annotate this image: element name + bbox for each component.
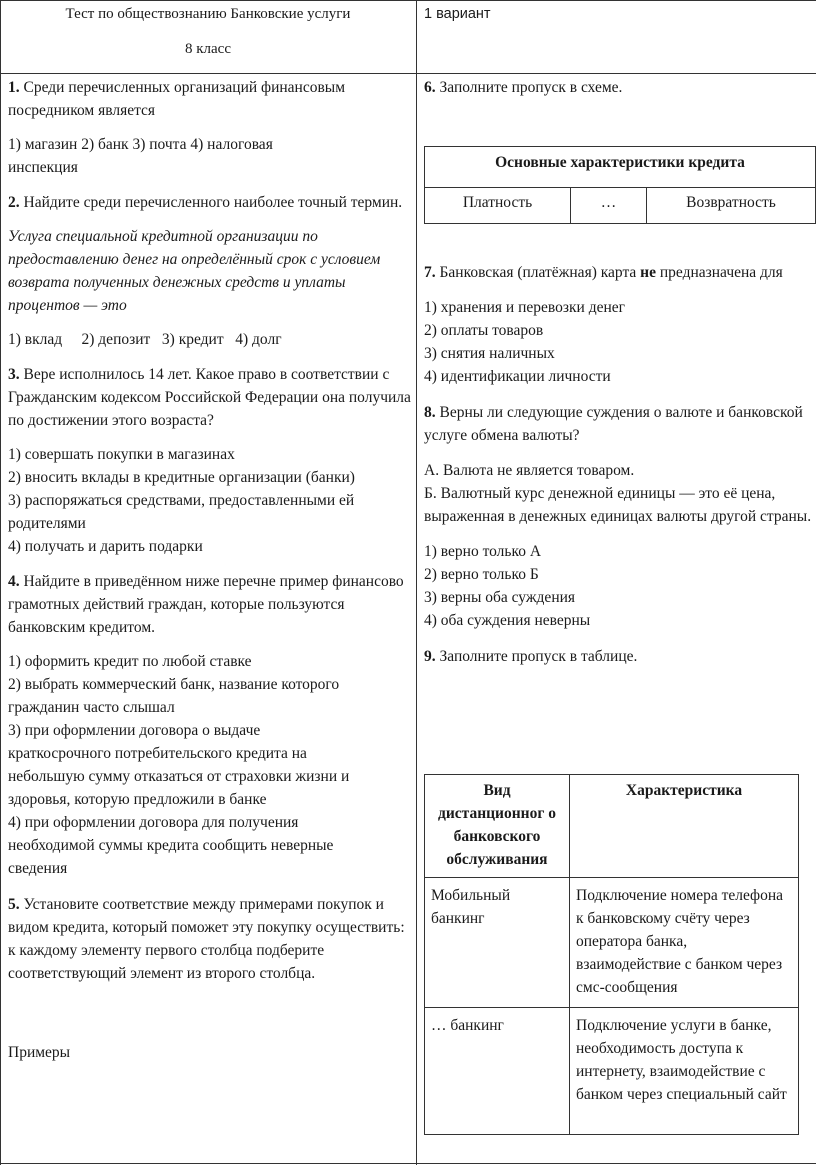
test-title: Тест по обществознанию Банковские услуги [65, 6, 351, 22]
question-2-definition: Услуга специальной кредитной организации по предоставлению денег на определённый срок с условием возврата полученных денежных средств и уплаты процентов — это [8, 228, 381, 314]
question-7-prompt: Банковская (платёжная) карта [439, 264, 637, 281]
credit-scheme [424, 146, 816, 224]
table-cell-characteristic: Подключение номера телефона к банковскому счёту через оператора банка, взаимодействие с банком через смс-сообщения [570, 878, 799, 1008]
question-4-option: небольшую сумму отказаться от страховки жизни и [8, 768, 350, 785]
question-7-text [424, 261, 816, 284]
left-column [8, 76, 413, 1064]
question-8-option: 4) оба суждения неверны [424, 612, 591, 629]
column-divider [416, 0, 417, 1165]
question-7-option: 4) идентификации личности [424, 368, 611, 385]
table-top-border [0, 0, 816, 1]
grade-label: 8 класс [185, 41, 231, 57]
question-4-option: краткосрочного потребительского кредита на [8, 745, 307, 762]
banking-table [424, 774, 799, 1135]
question-3-option: 1) совершать покупки в магазинах [8, 446, 235, 463]
question-7-emphasis: не [640, 264, 656, 281]
question-4-option: здоровья, которую предложили в банке [8, 791, 267, 808]
question-1-number: 1. [8, 79, 20, 96]
question-2-number: 2. [8, 194, 20, 211]
variant-label: 1 вариант [424, 6, 491, 22]
question-4-option: необходимой суммы кредита сообщить неверные [8, 837, 334, 854]
question-2-text [8, 191, 413, 214]
question-2 [8, 191, 413, 351]
table-row [425, 1008, 799, 1135]
question-7-option: 1) хранения и перевозки денег [424, 299, 625, 316]
question-1-options-cont: инспекция [8, 159, 78, 176]
question-8-prompt: Верны ли следующие суждения о валюте и банковской услуге обмена валюты? [424, 404, 803, 444]
question-9-number: 9. [424, 648, 436, 665]
question-4-option: сведения [8, 860, 68, 877]
question-8-statement-a: А. Валюта не является товаром. [424, 462, 635, 479]
question-8-option: 2) верно только Б [424, 566, 539, 583]
table-cell-type-blank: … банкинг [425, 1008, 570, 1135]
table-head-type: Вид дистанционног о банковского обслуживания [425, 775, 570, 878]
right-column [424, 76, 816, 99]
question-2-prompt: Найдите среди перечисленного наиболее точный термин. [23, 194, 403, 211]
question-5-prompt: Установите соответствие между примерами покупок и видом кредита, который поможет эту покупку осуществить: к каждому элементу первого столбца подберите соответствующий элемент из второго столбца. [8, 896, 405, 982]
question-6-prompt: Заполните пропуск в схеме. [439, 79, 623, 96]
table-bottom-border [0, 1163, 816, 1164]
question-3-option: родителями [8, 515, 86, 532]
table-row [425, 878, 799, 1008]
question-4-option: гражданин часто слышал [8, 699, 175, 716]
question-7-option: 3) снятия наличных [424, 345, 555, 362]
question-7-prompt-end: предназначена для [659, 264, 783, 281]
question-4-text [8, 570, 413, 639]
question-8-statement-b: Б. Валютный курс денежной единицы — это её цена, выраженная в денежных единицах валюты другой страны. [424, 485, 812, 525]
question-6-number: 6. [424, 79, 436, 96]
question-3-prompt: Вере исполнилось 14 лет. Какое право в соответствии с Гражданским кодексом Российской Федерации она получила по достижении этого возраста? [8, 366, 411, 429]
table-head-characteristic: Характеристика [570, 775, 799, 878]
question-3-option: 3) распоряжаться средствами, предоставленными ей [8, 492, 355, 509]
question-7-number: 7. [424, 264, 436, 281]
question-5-text [8, 893, 413, 985]
scheme-cell: Платность [425, 188, 571, 224]
header-divider [0, 73, 816, 74]
question-7 [424, 261, 816, 388]
table-cell-characteristic: Подключение услуги в банке, необходимость доступа к интернету, взаимодействие с банком через специальный сайт [570, 1008, 799, 1135]
question-9-prompt: Заполните пропуск в таблице. [439, 648, 638, 665]
question-8 [424, 401, 816, 632]
table-cell-type: Мобильный банкинг [425, 878, 570, 1008]
table-left-border [0, 0, 1, 1165]
examples-label: Примеры [8, 1044, 71, 1061]
scheme-cell-blank: … [571, 188, 647, 224]
question-1-text [8, 76, 413, 122]
question-3-text [8, 363, 413, 432]
question-4 [8, 570, 413, 880]
question-4-number: 4. [8, 573, 20, 590]
question-4-option: 1) оформить кредит по любой ставке [8, 653, 252, 670]
question-8-number: 8. [424, 404, 436, 421]
question-3 [8, 363, 413, 558]
question-3-option: 4) получать и дарить подарки [8, 538, 203, 555]
question-4-option: 2) выбрать коммерческий банк, название которого [8, 676, 340, 693]
question-4-option: 4) при оформлении договора для получения [8, 814, 299, 831]
question-8-option: 3) верны оба суждения [424, 589, 576, 606]
question-6-text [424, 76, 816, 99]
question-4-option: 3) при оформлении договора о выдаче [8, 722, 261, 739]
question-4-prompt: Найдите в приведённом ниже перечне пример финансово грамотных действий граждан, которые пользуются банковским кредитом. [8, 573, 404, 636]
question-1-options: 1) магазин 2) банк 3) почта 4) налоговая [8, 136, 273, 153]
question-1-prompt: Среди перечисленных организаций финансовым посредником является [8, 79, 346, 119]
question-5-number: 5. [8, 896, 20, 913]
question-2-options: 1) вклад 2) депозит 3) кредит 4) долг [8, 331, 282, 348]
question-1 [8, 76, 413, 179]
question-8-text [424, 401, 816, 447]
scheme-cell: Возвратность [647, 188, 816, 224]
question-3-number: 3. [8, 366, 20, 383]
question-9-text [424, 645, 816, 668]
right-column-lower [424, 261, 816, 668]
question-5 [8, 893, 413, 1064]
question-7-option: 2) оплаты товаров [424, 322, 544, 339]
question-3-option: 2) вносить вклады в кредитные организации (банки) [8, 469, 355, 486]
question-8-option: 1) верно только А [424, 543, 542, 560]
scheme-title: Основные характеристики кредита [425, 147, 816, 188]
